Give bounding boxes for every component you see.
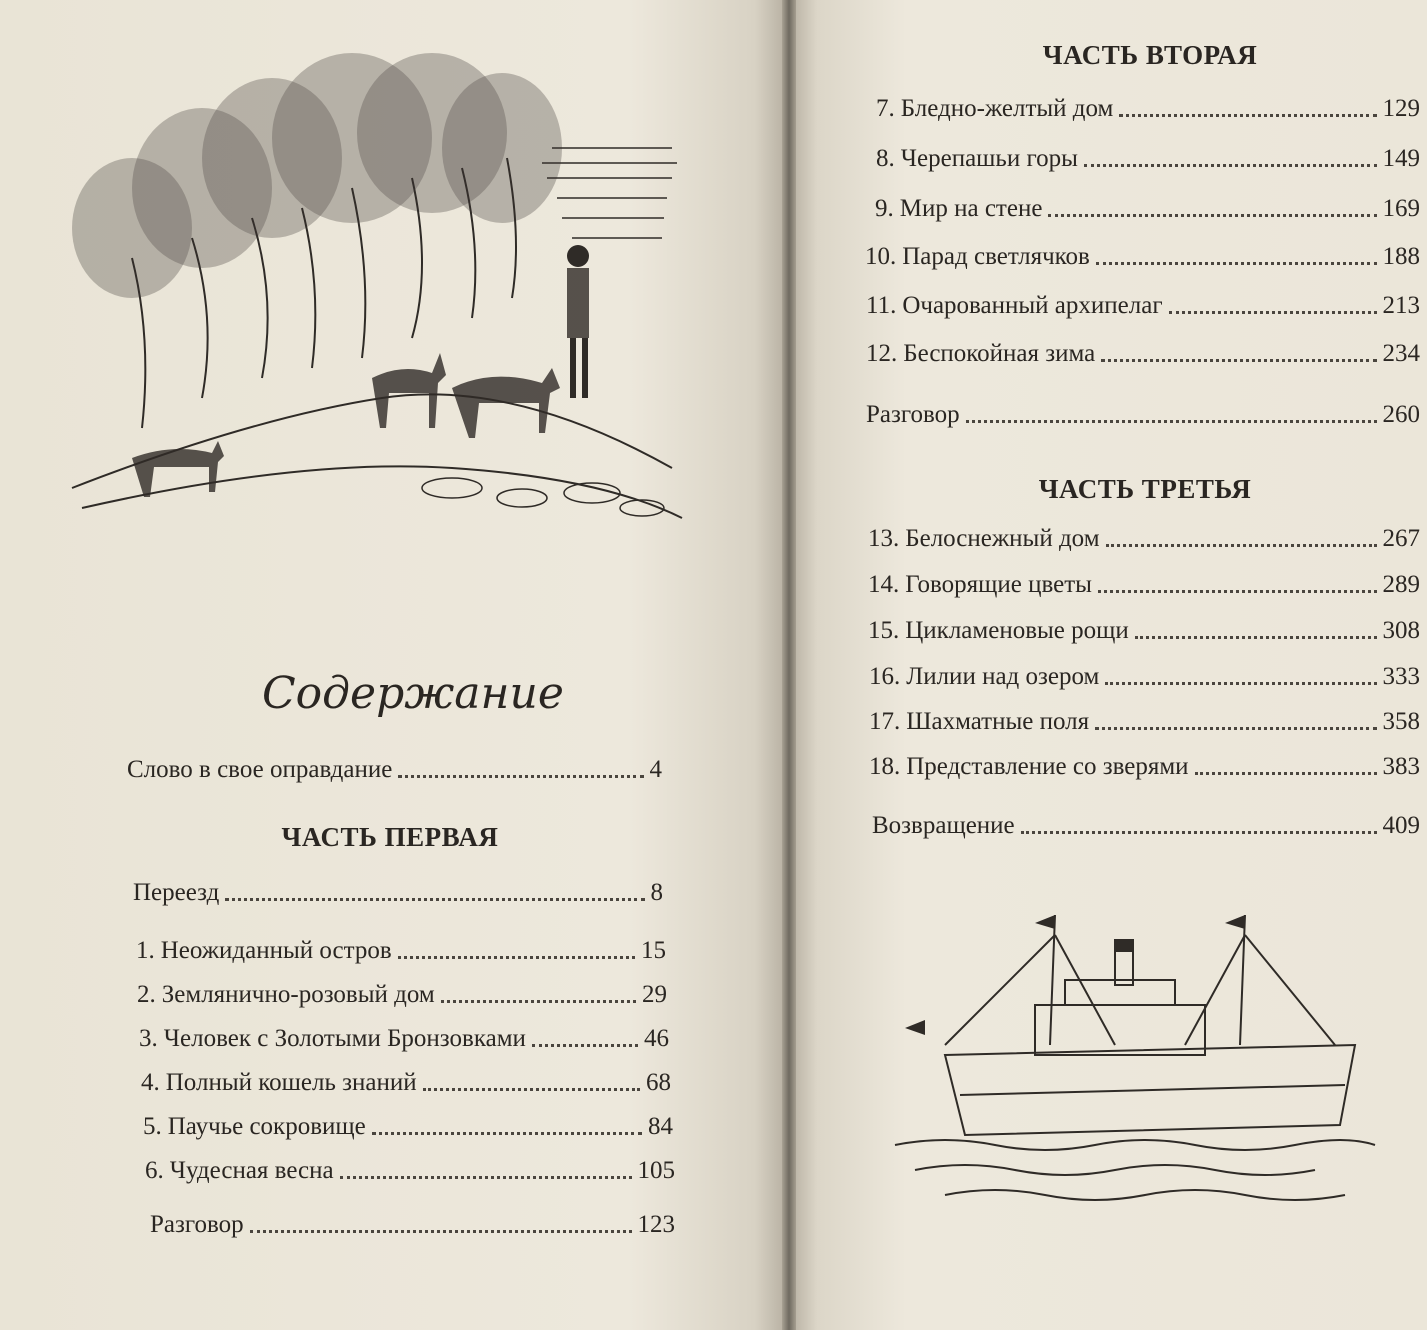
toc-entry-chapter[interactable] <box>876 144 1420 174</box>
toc-entry-chapter[interactable] <box>866 291 1420 321</box>
entry-page: 129 <box>1382 95 1420 122</box>
entry-page: 267 <box>1382 525 1420 552</box>
leader-dots <box>250 1230 632 1233</box>
toc-entry-chapter[interactable] <box>136 936 666 966</box>
entry-page: 213 <box>1382 292 1420 319</box>
entry-number: 7. <box>876 95 895 122</box>
toc-entry-chapter[interactable] <box>143 1112 673 1142</box>
entry-page: 188 <box>1382 243 1420 270</box>
entry-number: 6. <box>145 1157 164 1184</box>
toc-entry-chapter[interactable] <box>866 339 1420 369</box>
entry-page: 84 <box>648 1113 673 1140</box>
entry-page: 68 <box>646 1069 671 1096</box>
steamship-illustration <box>885 895 1385 1225</box>
entry-page: 383 <box>1382 753 1420 780</box>
leader-dots <box>398 775 643 778</box>
leader-dots <box>1084 164 1377 167</box>
toc-entry-epilogue[interactable] <box>150 1210 675 1240</box>
toc-entry-intro[interactable] <box>127 755 662 785</box>
entry-title: Лилии над озером <box>906 663 1100 690</box>
part-three-heading: ЧАСТЬ ТРЕТЬЯ <box>1038 474 1252 504</box>
entry-number: 14. <box>868 571 900 598</box>
entry-number: 15. <box>868 617 900 644</box>
leader-dots <box>532 1044 638 1047</box>
trees-dogs-drawing <box>52 38 692 538</box>
leader-dots <box>372 1132 642 1135</box>
entry-page: 123 <box>637 1211 675 1238</box>
toc-entry-chapter[interactable] <box>141 1068 671 1098</box>
leader-dots <box>225 898 644 901</box>
entry-title: Парад светлячков <box>902 243 1090 270</box>
leader-dots <box>1098 590 1377 593</box>
entry-title: Возвращение <box>872 812 1015 839</box>
leader-dots <box>1106 544 1377 547</box>
leader-dots <box>1048 214 1376 217</box>
entry-title: Беспокойная зима <box>903 340 1096 367</box>
leader-dots <box>441 1000 636 1003</box>
entry-number: 16. <box>869 663 901 690</box>
steamship-drawing <box>885 895 1385 1225</box>
leader-dots <box>423 1088 640 1091</box>
entry-page: 15 <box>641 937 666 964</box>
entry-number: 11. <box>866 292 897 319</box>
leader-dots <box>1021 831 1377 834</box>
leader-dots <box>966 420 1377 423</box>
toc-entry-epilogue[interactable] <box>866 400 1420 430</box>
entry-number: 18. <box>869 753 901 780</box>
entry-number: 5. <box>143 1113 162 1140</box>
entry-title: Разговор <box>866 401 960 428</box>
entry-title: Неожиданный остров <box>160 937 392 964</box>
leader-dots <box>1105 682 1376 685</box>
toc-entry-prologue[interactable] <box>133 878 663 908</box>
entry-page: 4 <box>649 756 662 783</box>
leader-dots <box>398 956 635 959</box>
leader-dots <box>1096 262 1377 265</box>
entry-number: 2. <box>137 981 156 1008</box>
entry-title: Слово в свое оправдание <box>127 756 393 783</box>
entry-page: 105 <box>637 1157 675 1184</box>
entry-title: Землянично-розовый дом <box>161 981 435 1008</box>
entry-page: 289 <box>1382 571 1420 598</box>
entry-title: Человек с Золотыми Бронзовками <box>163 1025 526 1052</box>
entry-page: 8 <box>650 879 663 906</box>
entry-title: Бледно-желтый дом <box>900 95 1114 122</box>
entry-page: 234 <box>1382 340 1420 367</box>
toc-entry-chapter[interactable] <box>869 707 1420 737</box>
entry-title: Паучье сокровище <box>167 1113 366 1140</box>
part-two-heading: ЧАСТЬ ВТОРАЯ <box>1042 40 1258 70</box>
entry-title: Разговор <box>150 1211 244 1238</box>
toc-entry-epilogue[interactable] <box>872 811 1420 841</box>
entry-number: 12. <box>866 340 898 367</box>
entry-title: Очарованный архипелаг <box>902 292 1163 319</box>
entry-title: Черепашьи горы <box>900 145 1078 172</box>
entry-title: Говорящие цветы <box>905 571 1092 598</box>
toc-entry-chapter[interactable] <box>869 752 1420 782</box>
entry-number: 9. <box>875 195 894 222</box>
entry-number: 1. <box>136 937 155 964</box>
entry-number: 4. <box>141 1069 160 1096</box>
entry-page: 358 <box>1382 708 1420 735</box>
trees-dogs-illustration <box>52 38 692 538</box>
toc-title: Содержание <box>262 668 564 719</box>
toc-entry-chapter[interactable] <box>876 94 1420 124</box>
leader-dots <box>1095 727 1376 730</box>
leader-dots <box>1135 636 1377 639</box>
book-gutter <box>782 0 796 1330</box>
leader-dots <box>1119 114 1376 117</box>
entry-title: Мир на стене <box>899 195 1043 222</box>
toc-entry-chapter[interactable] <box>137 980 667 1010</box>
entry-page: 260 <box>1382 401 1420 428</box>
leader-dots <box>1169 311 1377 314</box>
entry-page: 169 <box>1382 195 1420 222</box>
entry-title: Переезд <box>133 879 220 906</box>
toc-entry-chapter[interactable] <box>145 1156 675 1186</box>
entry-page: 149 <box>1382 145 1420 172</box>
entry-title: Шахматные поля <box>906 708 1090 735</box>
leader-dots <box>1195 772 1377 775</box>
toc-entry-chapter[interactable] <box>868 570 1420 600</box>
entry-title: Чудесная весна <box>169 1157 334 1184</box>
toc-entry-chapter[interactable] <box>139 1024 669 1054</box>
toc-entry-chapter[interactable] <box>868 524 1420 554</box>
entry-page: 409 <box>1382 812 1420 839</box>
entry-page: 333 <box>1382 663 1420 690</box>
entry-page: 308 <box>1382 617 1420 644</box>
entry-number: 10. <box>865 243 897 270</box>
entry-title: Цикламеновые рощи <box>905 617 1129 644</box>
toc-entry-chapter[interactable] <box>869 662 1420 692</box>
toc-entry-chapter[interactable] <box>865 242 1420 272</box>
part-one-heading: ЧАСТЬ ПЕРВАЯ <box>281 822 499 852</box>
toc-entry-chapter[interactable] <box>868 616 1420 646</box>
entry-number: 8. <box>876 145 895 172</box>
entry-number: 17. <box>869 708 901 735</box>
entry-title: Полный кошель знаний <box>165 1069 417 1096</box>
entry-page: 46 <box>644 1025 669 1052</box>
entry-number: 13. <box>868 525 900 552</box>
leader-dots <box>340 1176 632 1179</box>
entry-title: Представление со зверями <box>906 753 1189 780</box>
entry-page: 29 <box>642 981 667 1008</box>
entry-number: 3. <box>139 1025 158 1052</box>
entry-title: Белоснежный дом <box>905 525 1100 552</box>
toc-entry-chapter[interactable] <box>875 194 1420 224</box>
leader-dots <box>1101 359 1376 362</box>
